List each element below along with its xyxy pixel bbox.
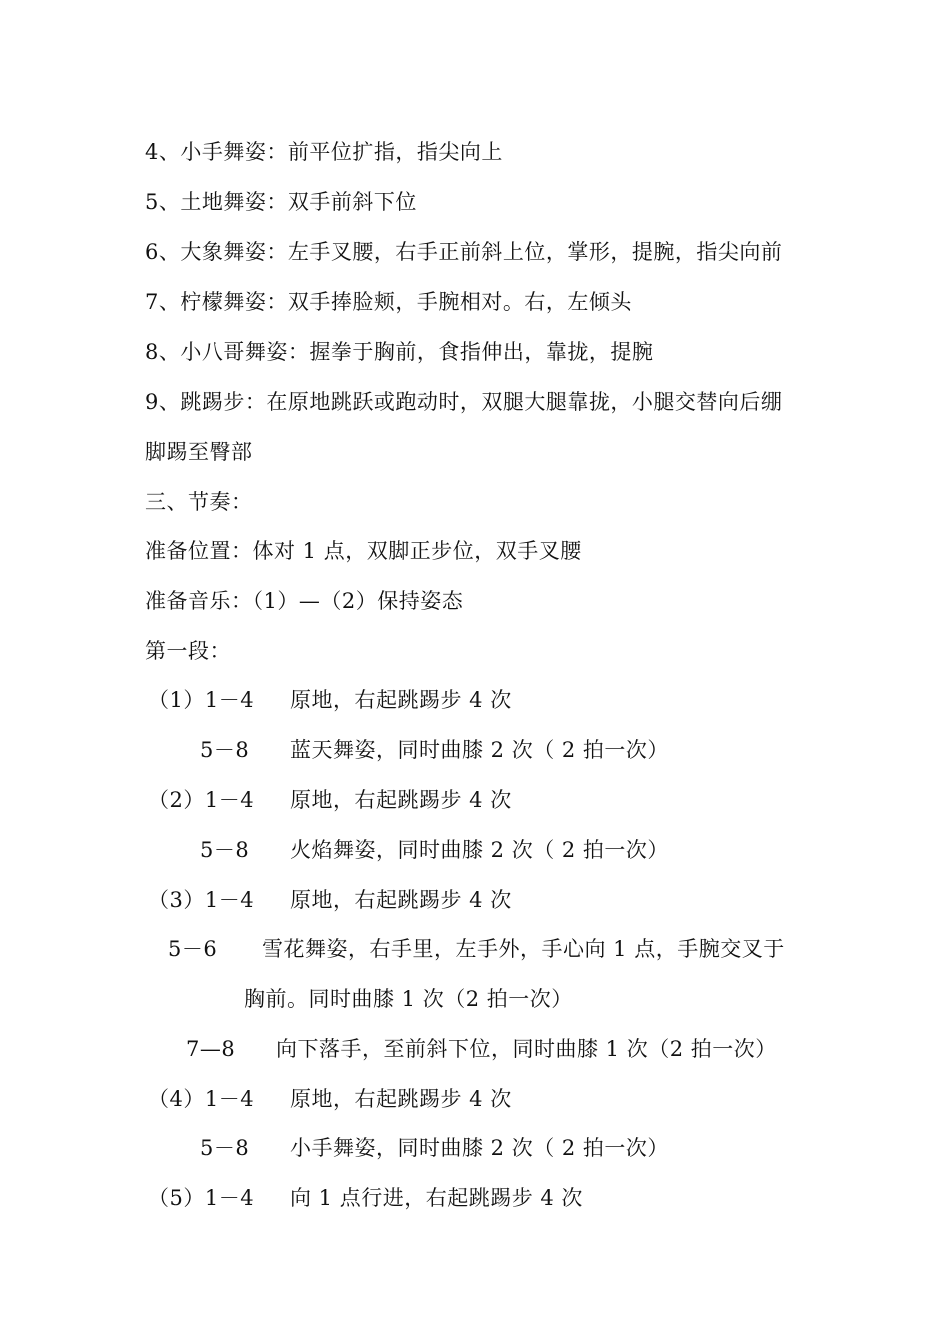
step-description: 向下落手，至前斜下位，同时曲膝 1 次（2 拍一次） [276,1037,777,1061]
prep-music: 准备音乐：（1）—（2）保持姿态 [145,589,464,613]
list-item-8: 8、小八哥舞姿：握拳于胸前，食指伸出，靠拢，提腕 [145,340,654,364]
list-item-5: 5、土地舞姿：双手前斜下位 [145,190,417,214]
list-item-9: 9、跳踢步：在原地跳跃或跑动时，双腿大腿靠拢，小腿交替向后绷 [145,390,783,414]
list-item-6: 6、大象舞姿：左手叉腰，右手正前斜上位，掌形，提腕，指尖向前 [145,240,783,264]
step-description-continued: 胸前。同时曲膝 1 次（2 拍一次） [244,987,573,1011]
step-count: （4）1－4 [148,1087,255,1111]
list-item-9-continued: 脚踢至臀部 [145,440,253,464]
step-count: 5－8 [200,738,250,762]
step-description: 蓝天舞姿，同时曲膝 2 次（ 2 拍一次） [290,738,669,762]
step-description: 原地，右起跳踢步 4 次 [290,688,512,712]
list-item-7: 7、柠檬舞姿：双手捧脸颊，手腕相对。右，左倾头 [145,290,632,314]
step-count: 5－8 [200,838,250,862]
step-count: （2）1－4 [148,788,255,812]
part-one-heading: 第一段： [145,639,231,663]
list-item-4: 4、小手舞姿：前平位扩指，指尖向上 [145,140,503,164]
section-heading: 三、节奏： [145,490,253,514]
step-description: 火焰舞姿，同时曲膝 2 次（ 2 拍一次） [290,838,669,862]
prep-position: 准备位置：体对 1 点，双脚正步位，双手叉腰 [145,539,582,563]
step-description: 向 1 点行进，右起跳踢步 4 次 [290,1186,583,1210]
step-description: 小手舞姿，同时曲膝 2 次（ 2 拍一次） [290,1136,669,1160]
step-count: 7—8 [186,1037,236,1061]
step-count: （1）1－4 [148,688,255,712]
step-count: 5－6 [168,937,218,961]
step-description: 原地，右起跳踢步 4 次 [290,1087,512,1111]
step-count: （3）1－4 [148,888,255,912]
step-description: 原地，右起跳踢步 4 次 [290,888,512,912]
step-count: 5－8 [200,1136,250,1160]
step-description: 雪花舞姿，右手里，左手外，手心向 1 点，手腕交叉于 [262,937,785,961]
step-count: （5）1－4 [148,1186,255,1210]
step-row [148,686,254,714]
step-description: 原地，右起跳踢步 4 次 [290,788,512,812]
